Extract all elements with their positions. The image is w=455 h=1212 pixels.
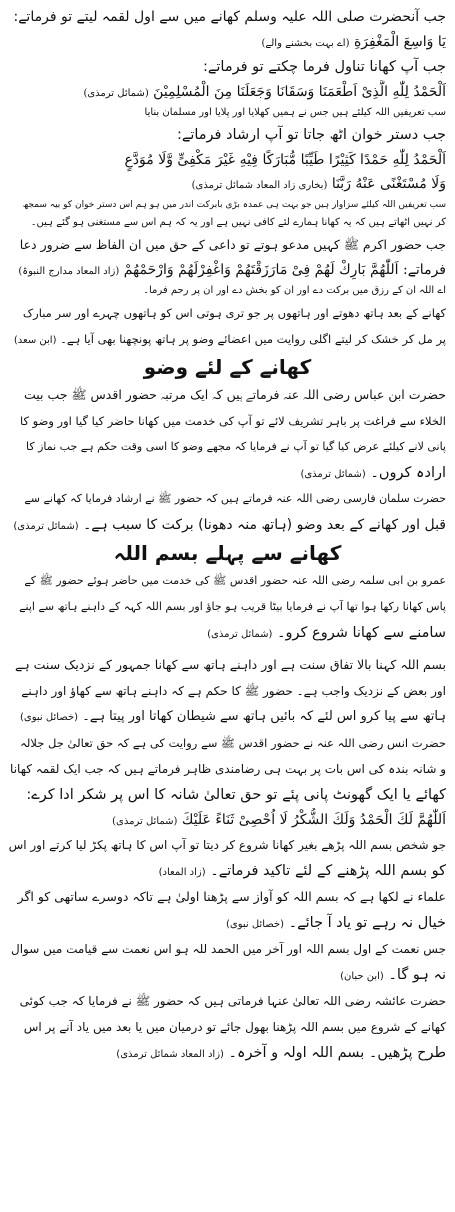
text-line (9, 54, 446, 80)
line-text: وَلَا مُسْتَغْنًى عَنْهُ رَبَّنَا (331, 176, 446, 192)
arabic-line (9, 808, 446, 832)
line-text: اَللّٰهُمَّ لَكَ الْحَمْدُ وَلَكَ الشُّكْرُ لَا اُحْصِیْ ثَنَاءً عَلَیْكَ (181, 812, 446, 828)
line-text: الخلاء سے فراغت پر باہر تشریف لائے تو آپ کی خدمت میں کھانا حاضر کیا گیا اور وضو کا (20, 414, 446, 428)
text-line (9, 300, 446, 326)
text-line (9, 382, 446, 408)
text-line (9, 678, 446, 704)
source-reference: (ابن حبان) (340, 971, 384, 982)
line-text: يَا وَاسِعَ الْمَغْفِرَةِ (353, 34, 446, 50)
text-line (9, 782, 446, 808)
text-line (9, 512, 446, 538)
line-text: سب تعریفیں اللہ کیلئے سزاوار ہیں جو بہت ہی عمدہ بڑی بابرکت اندر میں ہو ہم اس دستر خوان کو بیہ سمجھ (22, 200, 446, 210)
line-text: حضرت سلمان فارسی رضی اللہ عنہ فرماتے ہیں کہ حضور ﷺ نے ارشاد فرمایا کہ کھانے سے (24, 492, 446, 505)
line-text: پر مل کر خشک کر لیتے اگلی روایت میں اعضائے وضو پر ہاتھ پونچھنا بھی آیا ہے۔ (60, 332, 446, 346)
arabic-line (9, 258, 446, 282)
line-text: اور بعض کے نزدیک واجب ہے۔ حضور ﷺ کا حکم ہے کہ داہنے ہاتھ سے کھاؤ اور داہنے (21, 684, 446, 698)
line-text: علماء نے لکھا ہے کہ بسم اللہ کو آواز سے پڑھنا اولیٰ ہے تاکہ دوسرے ساتھی کو اگر (17, 889, 446, 904)
line-text: حضرت ابن عباس رضی اللہ عنہ فرماتے ہیں کہ ایک مرتبہ حضور اقدس ﷺ جب بیت (24, 387, 446, 402)
line-text: طرح پڑھیں۔ بسم اللہ اولہ و آخرہ۔ (228, 1045, 446, 1061)
line-text: کھانے کے لئے وضو (143, 355, 312, 379)
text-line (9, 756, 446, 782)
text-line (9, 652, 446, 678)
source-reference: (بخاری زاد المعاد شمائل ترمذی) (191, 180, 328, 191)
text-line (9, 884, 446, 910)
line-text: کھانے کے شروع میں بسم اللہ پڑھنا بھول جائے تو درمیان میں یا بعد میں یاد آنے پر اس (23, 1020, 446, 1034)
line-text: اَلْحَمْدُ لِلّٰهِ الَّذِیْ اَطْعَمَنَا وَسَقَانَا وَجَعَلَنَا مِنَ الْمُسْلِمِیْنَ (153, 84, 446, 100)
line-text: پانی لانے کیلئے عرض کیا گیا تو آپ نے فرمایا کہ مجھے وضو کا اسی وقت حکم ہے جب نماز کا (26, 440, 446, 453)
line-text: فرماتے: اَللّٰهُمَّ بَارِكْ لَهُمْ فِیْ مَارَزَقْتَهُمْ وَاغْفِرْلَهُمْ وَارْحَمْهُمْ (123, 262, 446, 278)
line-text: ارادہ کروں۔ (370, 465, 446, 481)
source-reference: (زاد المعاد شمائل ترمذی) (116, 1049, 224, 1060)
text-line (9, 232, 446, 258)
section-heading (9, 538, 446, 568)
line-text: کھانے کے بعد ہاتھ دھوتے اور ہاتھوں پر جو تری ہوتی اس کو ہاتھوں چہرے اور سر مبارک (22, 306, 446, 320)
line-text: کھائے یا ایک گھونٹ پانی پئے تو حق تعالیٰ شانہ کا اس پر شکر ادا کرے: (26, 787, 446, 803)
text-line (9, 962, 446, 988)
text-line (9, 486, 446, 512)
line-text: عمرو بن ابی سلمہ رضی اللہ عنہ حضور اقدس ﷺ کی خدمت میں حاضر ہوئے حضور ﷺ کے (24, 574, 446, 587)
line-text: قبل اور کھانے کے بعد وضو (ہاتھ منہ دھونا) برکت کا سبب ہے۔ (83, 517, 446, 533)
text-line (9, 1040, 446, 1066)
text-line (9, 594, 446, 620)
source-reference: (خصائل نبوی) (20, 712, 79, 723)
text-line (9, 1014, 446, 1040)
line-text: جس نعمت کے اول بسم اللہ اور آخر میں الحمد للہ ہو اس نعمت سے قیامت میں سوال (10, 942, 446, 956)
source-reference: (خصائل نبوی) (225, 919, 285, 930)
text-line (9, 910, 446, 936)
line-text: جب آنحضرت صلی اللہ علیہ وسلم کھانے میں سے اول لقمہ لیتے تو فرماتے: (13, 9, 446, 25)
arabic-line (9, 148, 446, 172)
line-text: کھانے سے پہلے بسم اللہ (113, 541, 342, 565)
line-text: خیال نہ رہے تو یاد آ جائے۔ (288, 915, 446, 931)
line-text: نہ ہو گا۔ (388, 967, 446, 983)
text-line (9, 858, 446, 884)
source-reference: (زاد المعاد مدارج النبوۃ) (18, 266, 120, 277)
line-text: جب دستر خوان اٹھ جاتا تو آپ ارشاد فرماتے: (176, 127, 446, 143)
line-text: سب تعریفیں اللہ کیلئے ہیں جس نے ہمیں کھلایا اور پلایا اور مسلمان بنایا (144, 107, 446, 118)
translation-line (9, 196, 446, 214)
text-line (9, 460, 446, 486)
text-line (9, 620, 446, 646)
translation-line (9, 104, 446, 122)
line-text: حضرت عائشہ رضی اللہ تعالیٰ عنہا فرماتی ہیں کہ حضور ﷺ نے فرمایا کہ جب کوئی (19, 994, 446, 1008)
source-reference: (شمائل ترمذی) (300, 469, 366, 480)
line-text: پاس کھانا رکھا ہوا تھا آپ نے فرمایا بیٹا قریب ہو جاؤ اور بسم اللہ کہہ کے داہنے ہاتھ سے اپنے (19, 600, 446, 613)
text-line (9, 988, 446, 1014)
text-line (9, 730, 446, 756)
text-line (9, 434, 446, 460)
line-text: جب آپ کھانا تناول فرما چکتے تو فرماتے: (203, 59, 446, 75)
source-reference: (اے بہت بخشنے والے) (261, 38, 350, 49)
line-text: جو شخص بسم اللہ پڑھے بغیر کھانا شروع کر دیتا تو آپ اس کا ہاتھ پکڑ لیا کرتے اور اس (9, 838, 446, 852)
section-heading (9, 352, 446, 382)
text-line (9, 326, 446, 352)
text-line (9, 568, 446, 594)
line-text: کو بسم اللہ پڑھنے کے لئے تاکید فرماتے۔ (210, 863, 446, 879)
arabic-line (9, 30, 446, 54)
line-text: و شانہ بندہ کی اس بات پر بہت ہی رضامندی ظاہر فرماتے ہیں کہ جب ایک لقمہ کھانا (10, 762, 446, 776)
translation-line (9, 282, 446, 300)
text-line (9, 832, 446, 858)
line-text: اَلْحَمْدُ لِلّٰهِ حَمْدًا كَثِیْرًا طَیِّبًا مُّبَارَكًا فِیْهِ غَیْرَ مَكْفِیٍّ وَّلَا مُوَدَّعٍ (124, 152, 446, 168)
arabic-line (9, 80, 446, 104)
source-reference: (شمائل ترمذی) (207, 629, 273, 640)
text-line (9, 704, 446, 730)
text-line (9, 936, 446, 962)
line-text: بسم اللہ کہنا بالا تفاق سنت ہے اور داہنے ہاتھ سے کھانا جمہور کے نزدیک سنت ہے (15, 657, 446, 672)
line-text: کر نہیں اٹھاتے ہیں کہ یہ کھانا ہمارے لئے کافی نہیں ہے اور یہ کہ ہم اس سے مستغنی ہو گئے ہیں۔ (30, 217, 446, 228)
text-line (9, 4, 446, 30)
line-text: حضرت انس رضی اللہ عنہ نے حضور اقدس ﷺ سے روایت کی ہے کہ حق تعالیٰ جل جلالہ (20, 736, 446, 750)
source-reference: (زاد المعاد) (158, 867, 206, 878)
source-reference: (شمائل ترمذی) (112, 816, 178, 827)
source-reference: (شمائل ترمذی) (83, 88, 149, 99)
line-text: اے اللہ ان کے رزق میں برکت دے اور ان کو بخش دے اور ان پر رحم فرما۔ (143, 285, 446, 296)
text-line (9, 408, 446, 434)
line-text: ہاتھ سے پیا کرو اس لئے کہ بائیں ہاتھ سے شیطان کھاتا اور پیتا ہے۔ (82, 709, 446, 724)
source-reference: (ابن سعد) (13, 335, 57, 346)
arabic-line (9, 172, 446, 196)
line-text: سامنے سے کھانا شروع کرو۔ (277, 625, 446, 641)
source-reference: (شمائل ترمذی) (13, 521, 79, 532)
translation-line (9, 214, 446, 232)
text-line (9, 122, 446, 148)
line-text: جب حضور اکرم ﷺ کہیں مدعو ہوتے تو داعی کے حق میں ان الفاظ سے ضرور دعا (19, 237, 446, 252)
